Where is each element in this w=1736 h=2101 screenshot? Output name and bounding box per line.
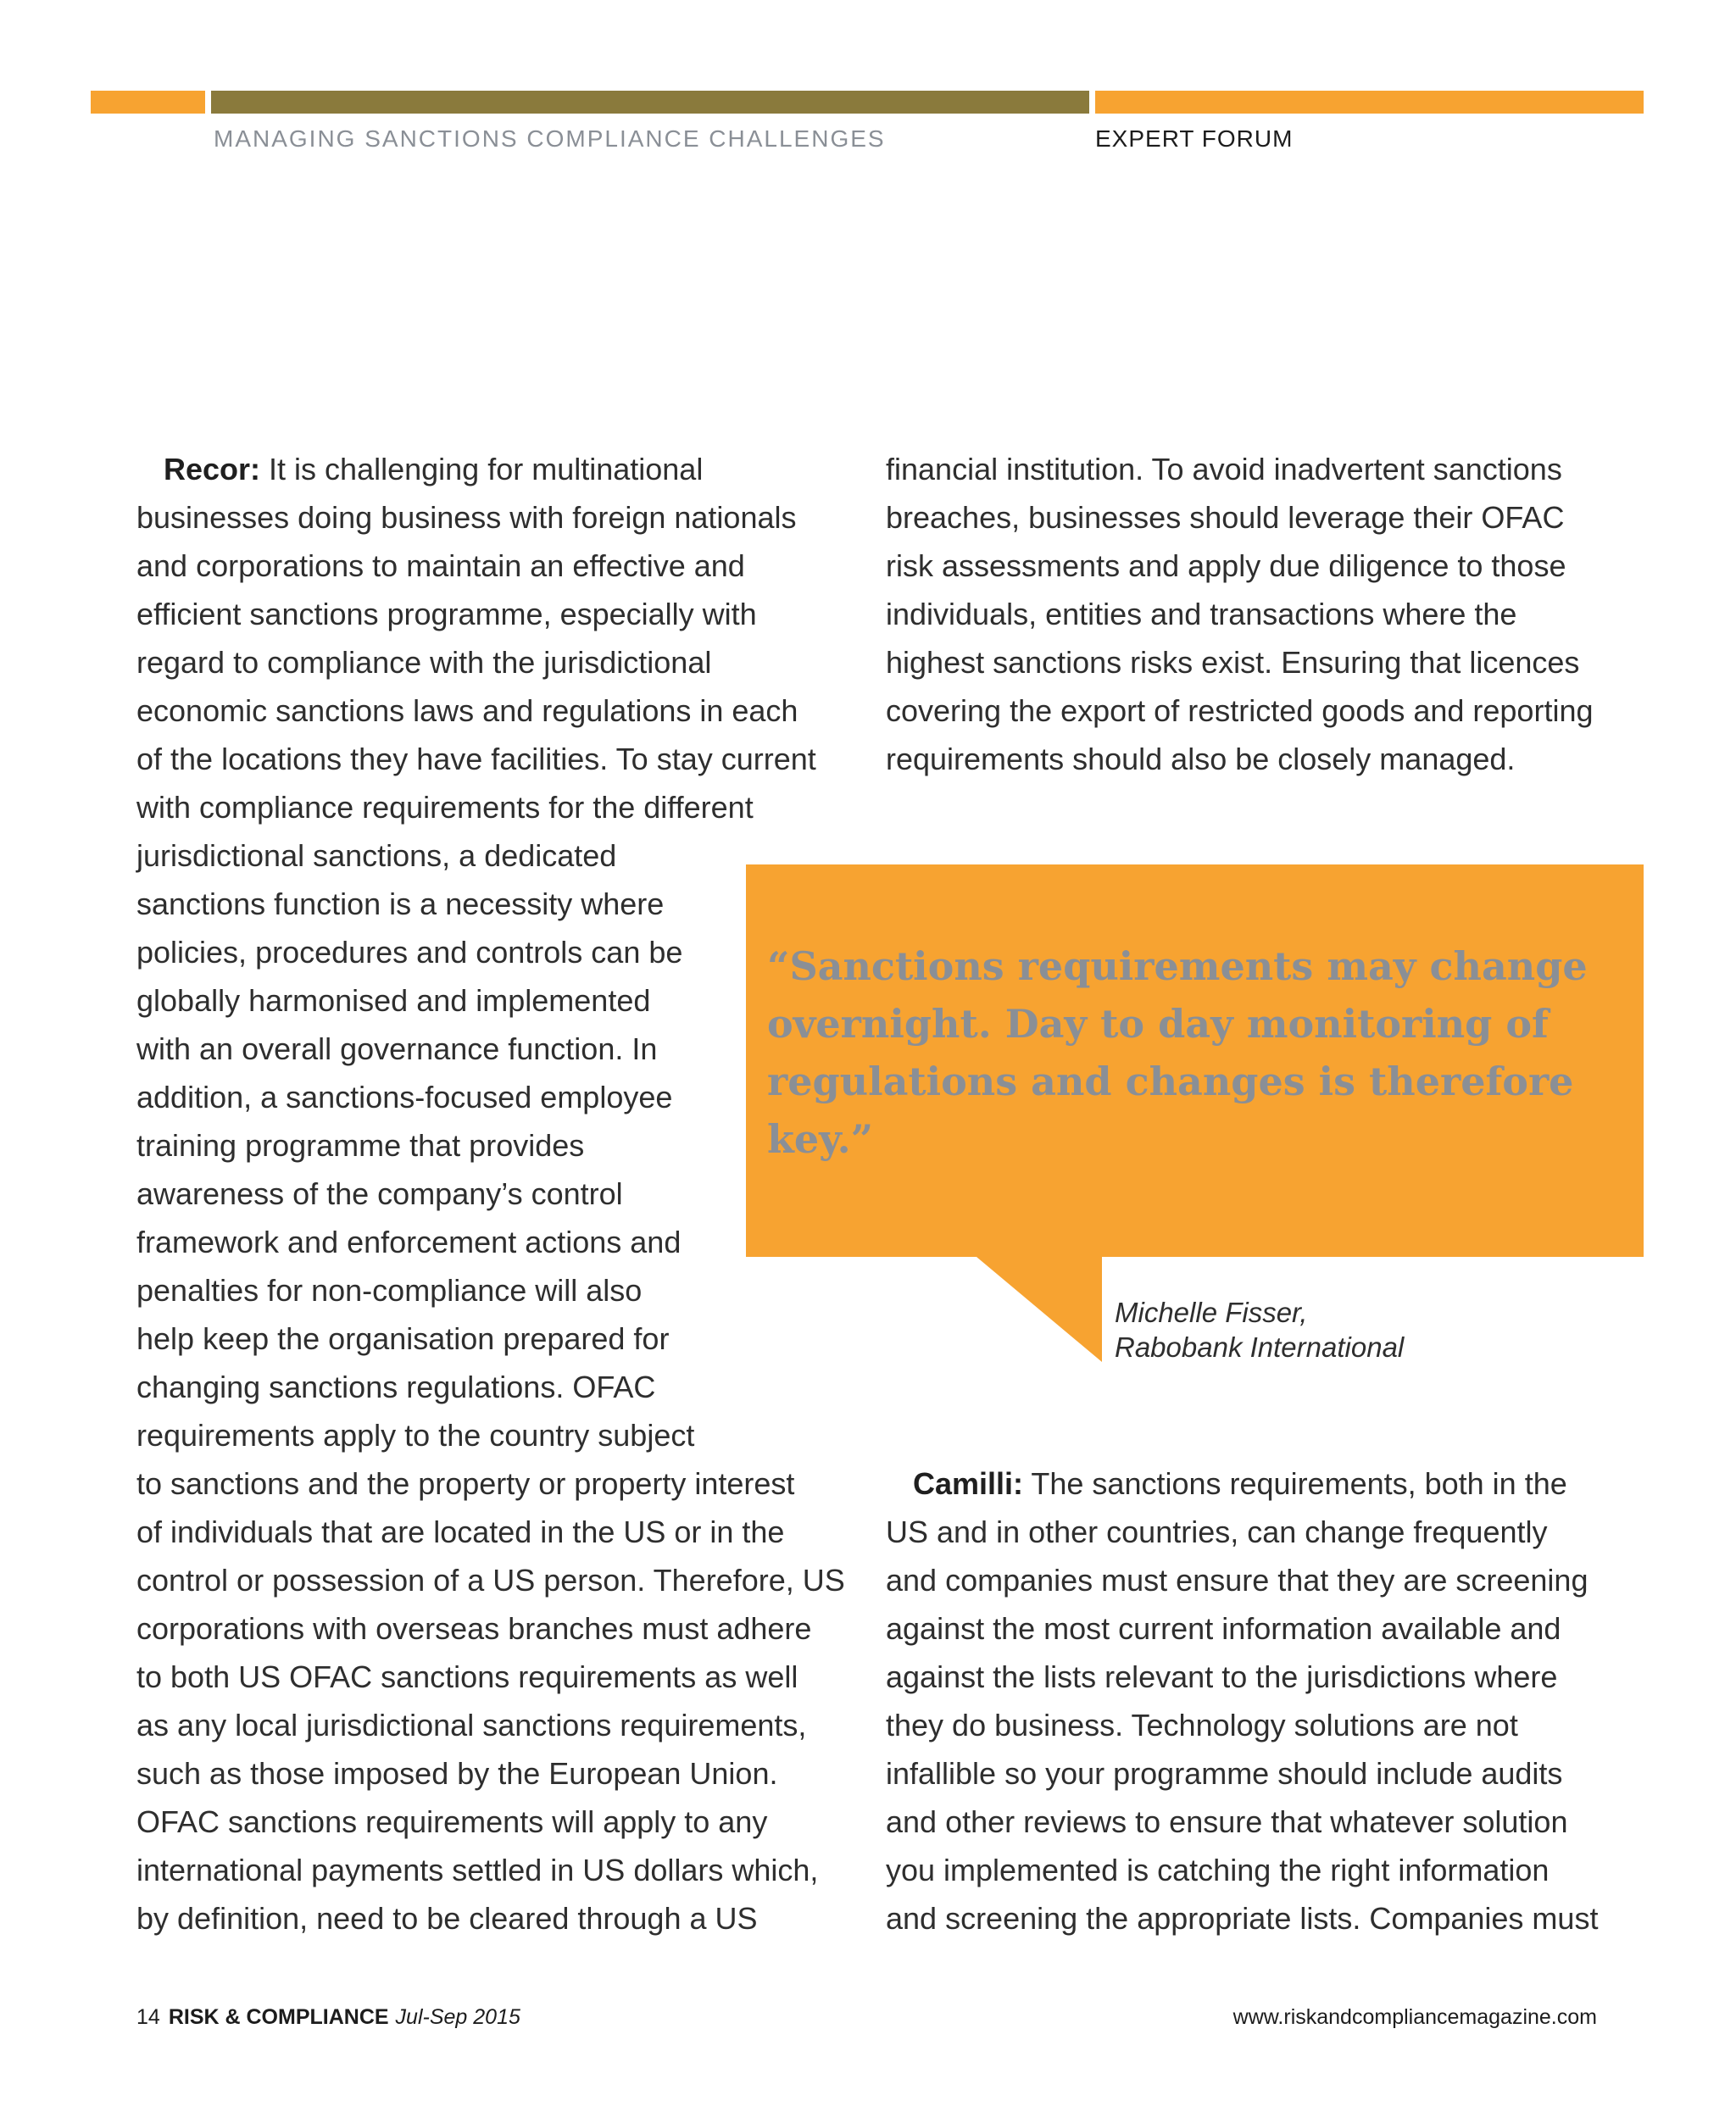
text-line: corporations with overseas branches must adhere [136,1611,812,1646]
magazine-name: RISK & COMPLIANCE [168,2005,389,2029]
text-line: and corporations to maintain an effective and [136,548,745,583]
text-line: help keep the organisation prepared for [136,1321,670,1356]
pull-quote-attribution [1115,1295,1404,1365]
text-line: framework and enforcement actions and [136,1225,682,1259]
text-line: to sanctions and the property or property interest [136,1466,795,1501]
text-line: and other reviews to ensure that whatever solution [886,1804,1568,1839]
text-line: and screening the appropriate lists. Companies must [886,1901,1599,1936]
speaker-camilli: Camilli: [913,1466,1024,1501]
quote-line: overnight. Day to day monitoring of [767,1001,1549,1047]
text-line: international payments settled in US dollars which, [136,1853,819,1887]
text-line: financial institution. To avoid inadvertent sanctions [886,452,1562,486]
text-line: infallible so your programme should include audits [886,1756,1563,1791]
text-line: against the lists relevant to the jurisdictions where [886,1659,1558,1694]
issue-date: Jul-Sep 2015 [395,2005,520,2029]
text-line: efficient sanctions programme, especially with [136,597,757,631]
attribution-org: Rabobank International [1115,1331,1405,1363]
text-line: breaches, businesses should leverage their OFAC [886,500,1565,535]
text-line: Recor: It is challenging for multinational [164,452,704,486]
text-line: to both US OFAC sanctions requirements as well [136,1659,798,1694]
text-line: businesses doing business with foreign nationals [136,500,797,535]
text-line: of the locations they have facilities. To stay current [136,742,816,776]
attribution-name: Michelle Fisser, [1115,1297,1308,1328]
text-line: of individuals that are located in the US or in the [136,1515,785,1549]
text-line: requirements apply to the country subject [136,1418,695,1453]
text-line: penalties for non-compliance will also [136,1273,643,1308]
speech-bubble-tail [976,1257,1102,1362]
text-line: you implemented is catching the right information [886,1853,1550,1887]
speaker-recor: Recor: [164,452,261,486]
footer-left [136,2005,520,2030]
quote-line: “Sanctions requirements may change [767,943,1588,989]
pull-quote-text [767,937,1615,1168]
right-column-top-text [886,445,1594,783]
text-line: US and in other countries, can change frequently [886,1515,1548,1549]
text-line: regard to compliance with the jurisdictional [136,645,712,680]
header-accent-bar-left [91,91,205,114]
text-line: such as those imposed by the European Union. [136,1756,778,1791]
left-column-text [136,445,845,1943]
category-label: EXPERT FORUM [1095,125,1294,152]
text-line: as any local jurisdictional sanctions requirements, [136,1708,807,1742]
text-line: with compliance requirements for the different [136,790,754,825]
text-line: against the most current information available and [886,1611,1561,1646]
text-line: covering the export of restricted goods and reporting [886,693,1594,728]
text-line: by definition, need to be cleared through a US [136,1901,758,1936]
header-accent-bar-middle [211,91,1089,114]
text-line: sanctions function is a necessity where [136,887,665,921]
text-line: addition, a sanctions-focused employee [136,1080,673,1114]
text-line: awareness of the company’s control [136,1176,623,1211]
right-column-bottom-text [886,1459,1598,1943]
text-line: control or possession of a US person. Therefore, US [136,1563,845,1598]
text-line: risk assessments and apply due diligence to those [886,548,1566,583]
text-line: changing sanctions regulations. OFAC [136,1370,656,1404]
text-line: highest sanctions risks exist. Ensuring that licences [886,645,1580,680]
quote-line: key.” [767,1116,874,1162]
text-line: globally harmonised and implemented [136,983,651,1018]
text-line: OFAC sanctions requirements will apply to any [136,1804,768,1839]
text-line: policies, procedures and controls can be [136,935,683,970]
quote-line: regulations and changes is therefore [767,1059,1574,1104]
website-link[interactable]: www.riskandcompliancemagazine.com [1232,2005,1597,2029]
text-line: training programme that provides [136,1128,585,1163]
text-line: and companies must ensure that they are screening [886,1563,1589,1598]
text-line: economic sanctions laws and regulations in each [136,693,798,728]
text-line: with an overall governance function. In [136,1031,658,1066]
text-line: individuals, entities and transactions where the [886,597,1517,631]
page-number: 14 [136,2005,160,2029]
text-line: jurisdictional sanctions, a dedicated [136,838,617,873]
text-line: requirements should also be closely managed. [886,742,1516,776]
text-line: they do business. Technology solutions are not [886,1708,1518,1742]
section-title: MANAGING SANCTIONS COMPLIANCE CHALLENGES [214,125,886,152]
header-accent-bar-right [1095,91,1644,114]
text-line: Camilli: The sanctions requirements, both in the [913,1466,1567,1501]
